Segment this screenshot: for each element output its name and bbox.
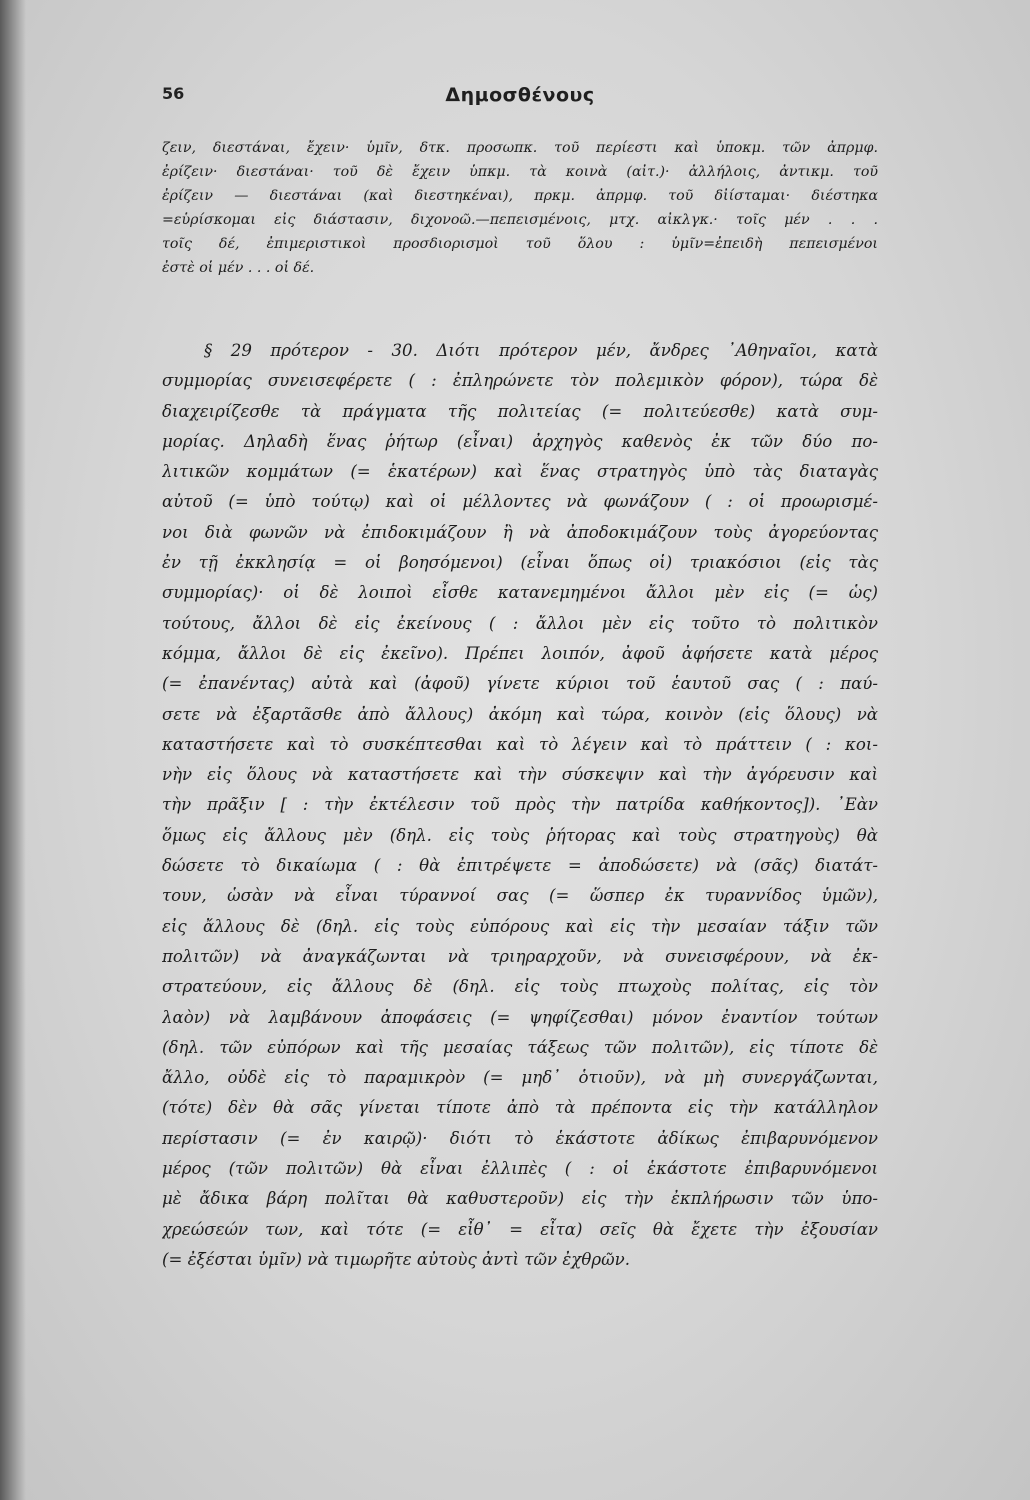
- page-edge-shadow: [0, 0, 26, 1500]
- text-line: νὴν εἰς ὅλους νὰ καταστήσετε καὶ τὴν σύσκεψιν καὶ τὴν ἀγόρευσιν καὶ: [162, 765, 878, 785]
- text-line: (= ἐξέσται ὑμῖν) νὰ τιμωρῆτε αὐτοὺς ἀντὶ τῶν ἐχθρῶν.: [162, 1249, 630, 1269]
- text-line: κόμμα, ἄλλοι δὲ εἰς ἐκεῖνο). Πρέπει λοιπόν, ἀφοῦ ἀφήσετε κατὰ μέρος: [162, 643, 878, 663]
- text-line: αὐτοῦ (= ὑπὸ τούτῳ) καὶ οἱ μέλλοντες νὰ φωνάζουν ( : οἱ προωρισμέ-: [162, 492, 878, 512]
- page-number: 56: [162, 84, 185, 103]
- running-title: Δημοσθένους: [445, 84, 595, 106]
- text-line: συμμορίας)· οἱ δὲ λοιποὶ εἶσθε κατανεμημένοι ἄλλοι μὲν εἰς (= ὡς): [162, 583, 878, 603]
- text-line: § 29 πρότερον - 30. Διότι πρότερον μέν, ἄνδρες ᾿Αθηναῖοι, κατὰ: [204, 341, 878, 360]
- text-line: ὅμως εἰς ἄλλους μὲν (δηλ. εἰς τοὺς ῥήτορας καὶ τοὺς στρατηγοὺς) θὰ: [162, 825, 878, 845]
- text-line: λαὸν) νὰ λαμβάνουν ἀποφάσεις (= ψηφίζεσθαι) μόνον ἐναντίον τούτων: [162, 1007, 878, 1027]
- text-line: τουν, ὡσὰν νὰ εἶναι τύραννοί σας (= ὥσπερ ἐκ τυραννίδος ὑμῶν),: [162, 886, 878, 906]
- note-line: ἐστὲ οἱ μέν . . . οἱ δέ.: [162, 260, 315, 276]
- text-line: στρατεύουν, εἰς ἄλλους δὲ (δηλ. εἰς τοὺς πτωχοὺς πολίτας, εἰς τὸν: [162, 977, 878, 997]
- text-line: δώσετε τὸ δικαίωμα ( : θὰ ἐπιτρέψετε = ἀποδώσετε) νὰ (σᾶς) διατάτ-: [162, 856, 878, 876]
- text-line: μορίας. Δηλαδὴ ἕνας ῥήτωρ (εἶναι) ἀρχηγὸς καθενὸς ἐκ τῶν δύο πο-: [162, 431, 878, 451]
- note-line: ἐρίζειν· διεστάναι· τοῦ δὲ ἔχειν ὑπκμ. τὰ κοινὰ (αἰτ.)· ἀλλήλοις, ἀντικμ. τοῦ: [162, 164, 878, 180]
- page-header: [162, 84, 878, 116]
- text-line: πολιτῶν) νὰ ἀναγκάζωνται νὰ τριηραρχοῦν, νὰ συνεισφέρουν, νὰ ἐκ-: [162, 946, 878, 966]
- text-line: (δηλ. τῶν εὐπόρων καὶ τῆς μεσαίας τάξεως τῶν πολιτῶν), εἰς τίποτε δὲ: [162, 1037, 878, 1057]
- text-line: νοι διὰ φωνῶν νὰ ἐπιδοκιμάζουν ἢ νὰ ἀποδοκιμάζουν τοὺς ἀγορεύοντας: [162, 522, 878, 542]
- text-line: περίστασιν (= ἐν καιρῷ)· διότι τὸ ἑκάστοτε ἀδίκως ἐπιβαρυνόμενον: [162, 1128, 878, 1148]
- text-line: συμμορίας συνεισεφέρετε ( : ἐπληρώνετε τὸν πολεμικὸν φόρον), τώρα δὲ: [162, 371, 878, 391]
- commentary-notes: [162, 136, 878, 280]
- text-line: τούτους, ἄλλοι δὲ εἰς ἐκείνους ( : ἄλλοι μὲν εἰς τοῦτο τὸ πολιτικὸν: [162, 613, 878, 633]
- text-line: εἰς ἄλλους δὲ (δηλ. εἰς τοὺς εὐπόρους καὶ εἰς τὴν μεσαίαν τάξιν τῶν: [162, 916, 878, 936]
- text-line: (τότε) δὲν θὰ σᾶς γίνεται τίποτε ἀπὸ τὰ πρέποντα εἰς τὴν κατάλληλον: [162, 1098, 878, 1118]
- text-line: ἐν τῇ ἐκκλησίᾳ = οἱ βοησόμενοι) (εἶναι ὅπως οἱ) τριακόσιοι (εἰς τὰς: [162, 553, 878, 573]
- text-line: σετε νὰ ἐξαρτᾶσθε ἀπὸ ἄλλους) ἀκόμη καὶ τώρα, κοινὸν (εἰς ὅλους) νὰ: [162, 704, 878, 724]
- text-line: τὴν πρᾶξιν [ : τὴν ἐκτέλεσιν τοῦ πρὸς τὴν πατρίδα καθήκοντος]). ᾿Εὰν: [162, 795, 878, 815]
- note-line: =εὑρίσκομαι εἰς διάστασιν, διχονοῶ.—πεπεισμένοις, μτχ. αἰκλγκ.· τοῖς μέν . . .: [162, 212, 878, 228]
- translation-paragraph: [162, 336, 878, 1275]
- note-line: ζειν, διεστάναι, ἔχειν· ὑμῖν, δτκ. προσωπκ. τοῦ περίεστι καὶ ὑποκμ. τῶν ἀπρμφ.: [162, 140, 878, 156]
- text-line: λιτικῶν κομμάτων (= ἑκατέρων) καὶ ἕνας στρατηγὸς ὑπὸ τὰς διαταγὰς: [162, 462, 878, 482]
- note-line: ἐρίζειν — διεστάναι (καὶ διεστηκέναι), πρκμ. ἀπρμφ. τοῦ δἰίσταμαι· διέστηκα: [162, 188, 878, 204]
- text-line: ἄλλο, οὐδὲ εἰς τὸ παραμικρὸν (= μηδ᾿ ὁτιοῦν), νὰ μὴ συνεργάζωνται,: [162, 1068, 878, 1088]
- text-line: (= ἐπανέντας) αὐτὰ καὶ (ἀφοῦ) γίνετε κύριοι τοῦ ἑαυτοῦ σας ( : παύ-: [162, 674, 878, 694]
- note-line: τοῖς δέ, ἐπιμεριστικοὶ προσδιορισμοὶ τοῦ ὅλου : ὑμῖν=ἐπειδὴ πεπεισμένοι: [162, 236, 878, 252]
- text-line: μέρος (τῶν πολιτῶν) θὰ εἶναι ἐλλιπὲς ( : οἱ ἑκάστοτε ἐπιβαρυνόμενοι: [162, 1159, 878, 1179]
- text-line: διαχειρίζεσθε τὰ πράγματα τῆς πολιτείας (= πολιτεύεσθε) κατὰ συμ-: [162, 401, 878, 421]
- text-line: μὲ ἄδικα βάρη πολῖται θὰ καθυστεροῦν) εἰς τὴν ἐκπλήρωσιν τῶν ὑπο-: [162, 1189, 878, 1209]
- text-line: καταστήσετε καὶ τὸ συσκέπτεσθαι καὶ τὸ λέγειν καὶ τὸ πράττειν ( : κοι-: [162, 734, 878, 754]
- text-line: χρεώσεών των, καὶ τότε (= εἶθ᾿ = εἶτα) σεῖς θὰ ἔχετε τὴν ἐξουσίαν: [162, 1219, 878, 1239]
